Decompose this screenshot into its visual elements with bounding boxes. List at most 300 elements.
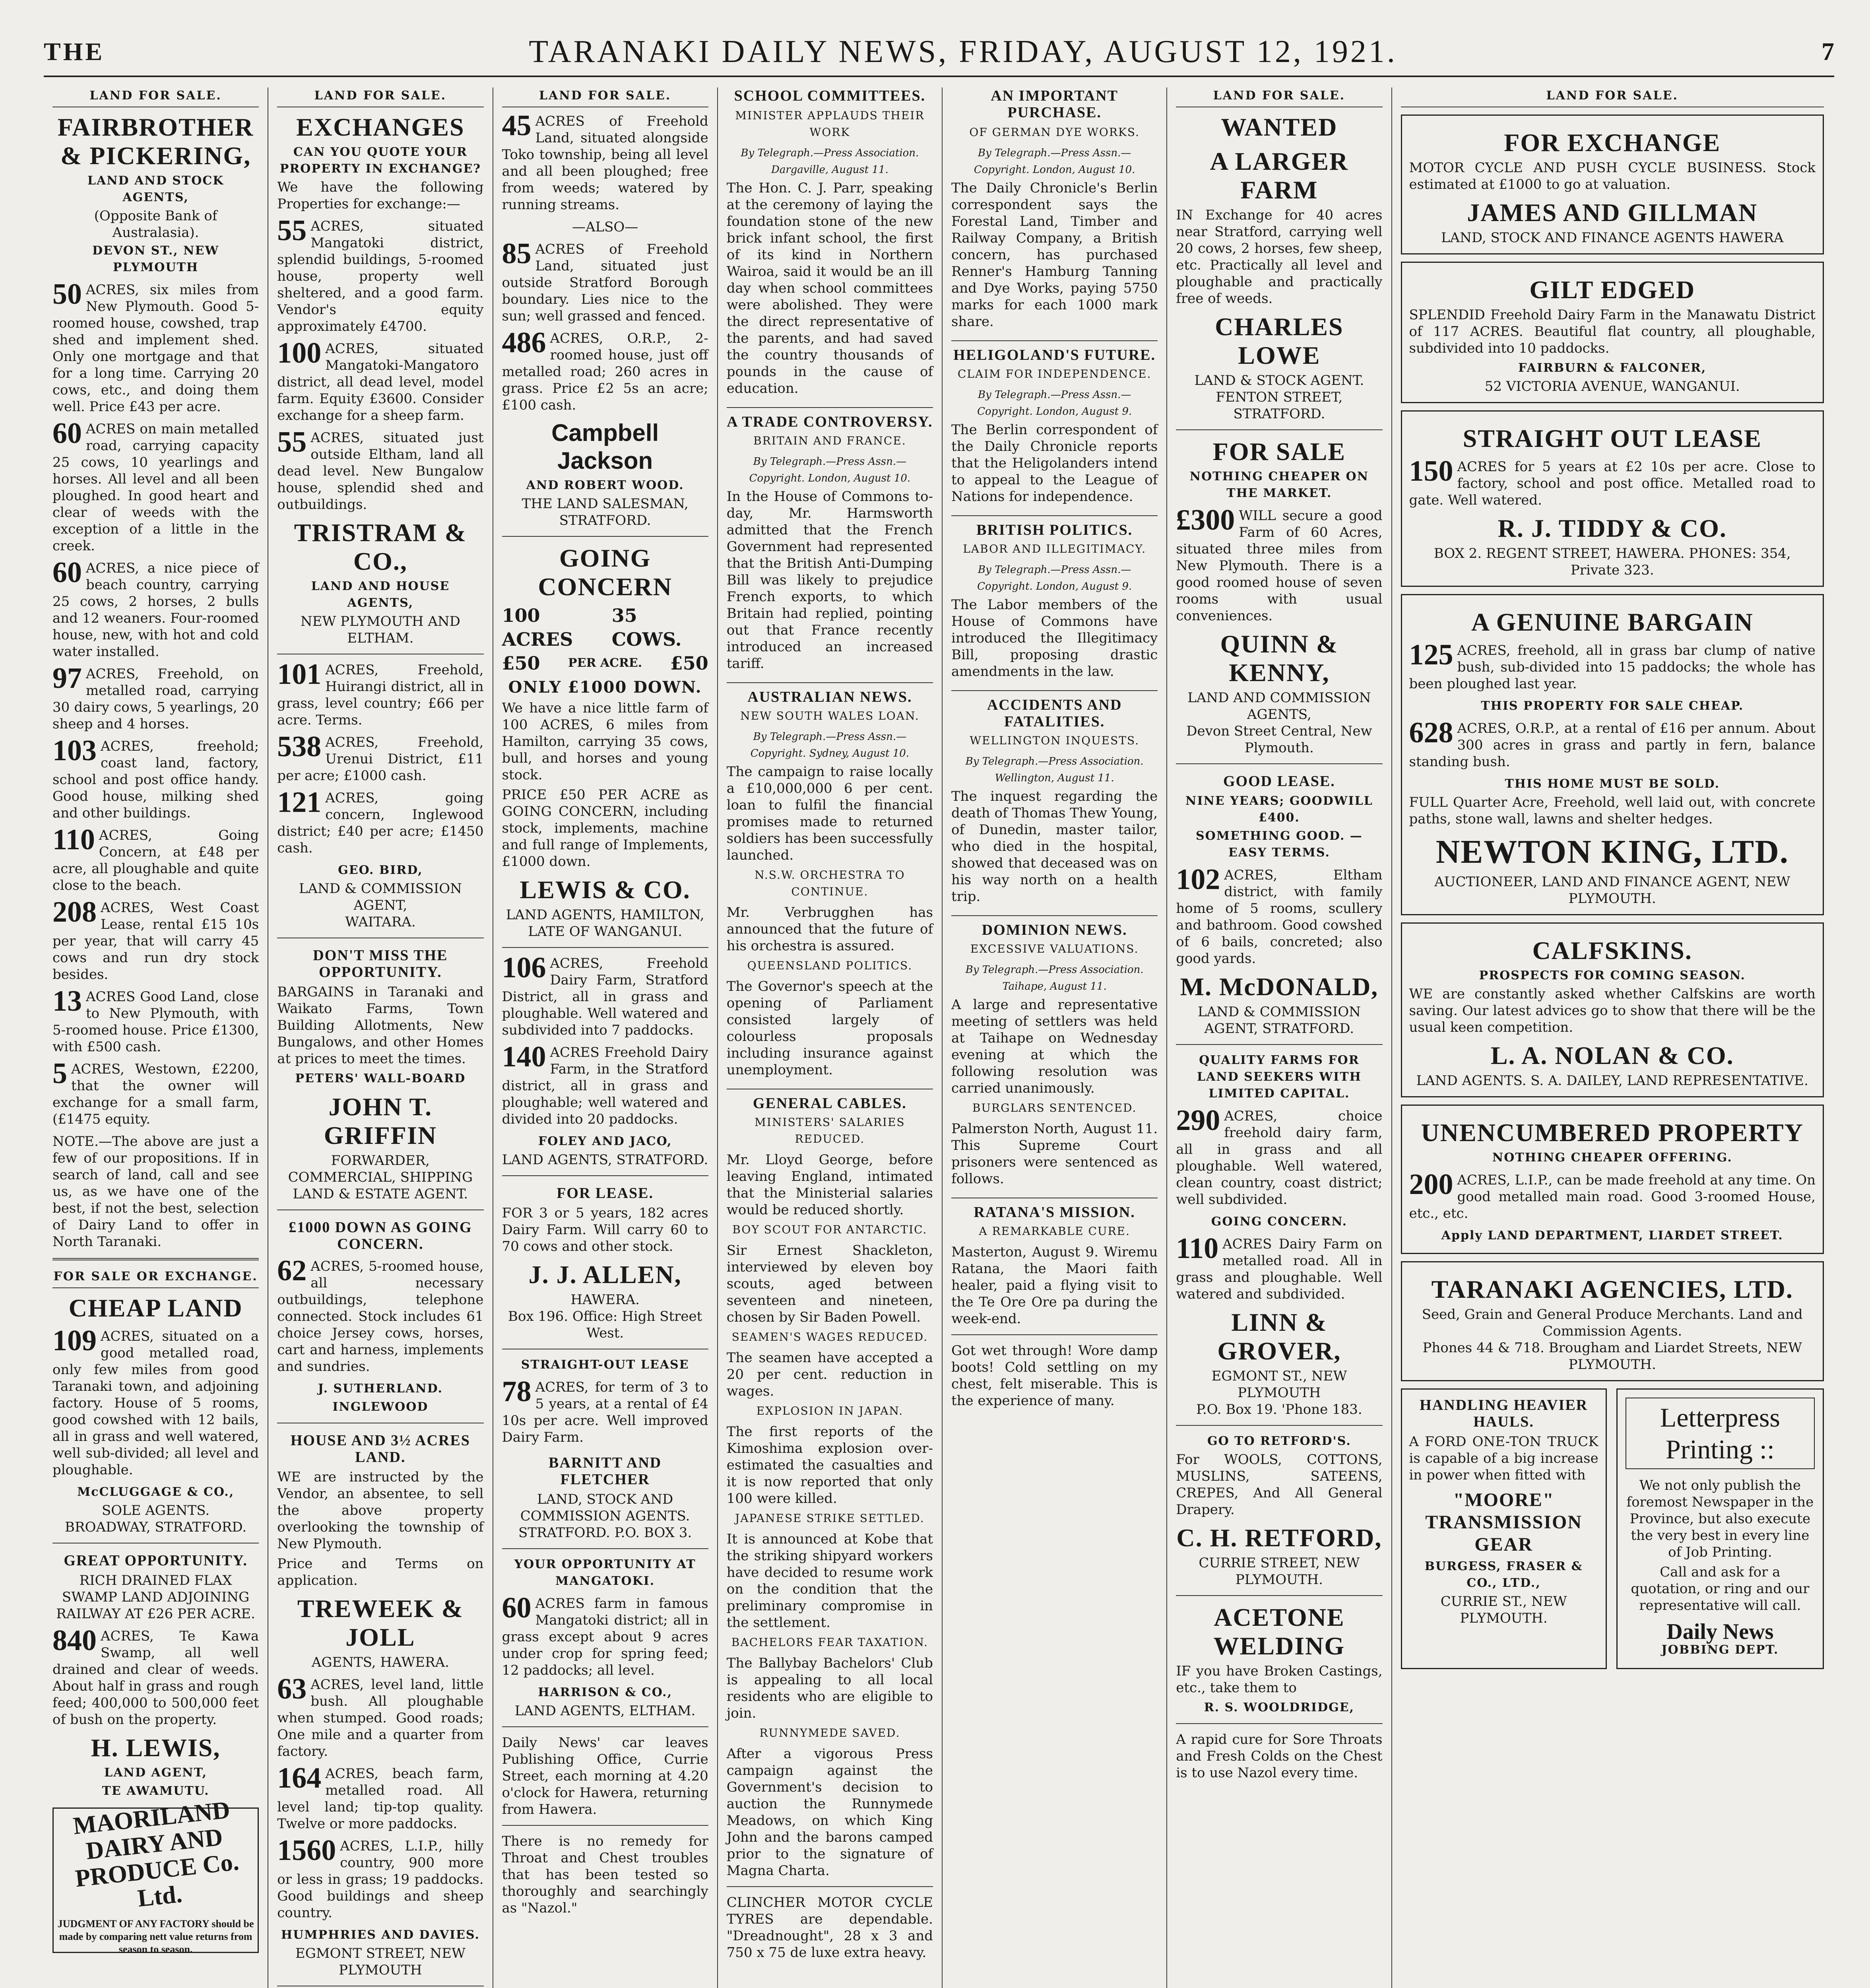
listing xyxy=(1409,1168,1816,1222)
agencies-name: TARANAKI AGENCIES, LTD. xyxy=(1431,1275,1793,1303)
news-text: The Hon. C. J. Parr, speaking at the ceremony of laying the foundation stone of the new brick infant school, the first of its kind in Northern Wairoa, said it would be an ill day when school committees were abolished. They were the direct representative of the parents, and had saved the country thousands of pounds in the cause of education. xyxy=(726,180,933,396)
listing-acres: 62 xyxy=(277,1254,307,1287)
divider xyxy=(502,1548,708,1549)
agent-address: NEW PLYMOUTH AND ELTHAM. xyxy=(300,613,460,646)
listing xyxy=(502,326,708,414)
ad-text: WE are constantly asked whether Calfskins are worth saving. Our latest advices go to show that there will be the usual keen competition. xyxy=(1409,986,1816,1035)
exchanges-question: CAN YOU QUOTE YOUR PROPERTY IN EXCHANGE? xyxy=(279,145,481,176)
news-text: The Daily Chronicle's Berlin correspondent says the Forestal Land, Timber and Railway Company, a British concern, has purchased Renner's Hamburg Tanning and Dye Works, paying 5750 marks for each 1000 mark share. xyxy=(951,180,1158,330)
news-heading: SCHOOL COMMITTEES. xyxy=(734,87,926,104)
news-text: The inquest regarding the death of Thomas Thew Young, of Dunedin, master tailor, who died in the hospital, showed that deceased was on his way north on a health trip. xyxy=(951,788,1158,905)
agent-name: FAIRBURN & FALCONER, xyxy=(1518,361,1707,375)
listing xyxy=(277,1834,484,1921)
listing-text: ACRES on main metalled road, carrying capacity 25 cows, 10 yearlings and horses. All level and all been ploughed. In good heart and clear of weeds with the exception of a little in the creek. xyxy=(52,421,259,554)
for-sale-heading: FOR SALE xyxy=(1212,437,1346,466)
news-byline: By Telegraph.—Press Assn.—Copyright. London, August 9. xyxy=(977,389,1132,417)
listing-text: ACRES, West Coast Lease, rental £15 10s per year, that will carry 45 cows and run dry stock besides. xyxy=(52,900,259,982)
news-text: The Governor's speech at the opening of Parliament consisted largely of colourless proposals including insurance against unemployment. xyxy=(726,978,933,1078)
gilt-edged-heading: GILT EDGED xyxy=(1529,276,1695,304)
cheap-land-heading: CHEAP LAND xyxy=(68,1294,243,1322)
listing-text: ACRES, situated on a good metalled road, only few miles from good Taranaki town, and adjoining factory. House of 5 rooms, good cowshed with 12 bails, all in grass and well watered, well sub-divided; all level and ploughable. xyxy=(52,1328,259,1478)
exchange-box xyxy=(1401,115,1824,254)
divider xyxy=(1176,763,1382,764)
listing xyxy=(502,1375,708,1446)
ad-text: Call and ask for a quotation, or ring and our representative will call. xyxy=(1631,1564,1810,1613)
listing-text: ACRES, beach farm, metalled road. All level land; tip-top quality. Twelve or more paddocks. xyxy=(277,1766,484,1832)
listing-text: ACRES Freehold Dairy Farm, in the Stratford district, all in grass and ploughable; well watered and divided into 20 paddocks. xyxy=(502,1044,708,1127)
news-subheading: NEW SOUTH WALES LOAN. xyxy=(740,709,919,722)
agent-name: CHARLES LOWE xyxy=(1215,313,1344,369)
agent-address: BOX 2. REGENT STREET, HAWERA. PHONES: 354, Private 323. xyxy=(1434,546,1791,578)
news-byline: By Telegraph.—Press Assn.—Copyright. London, August 10. xyxy=(749,456,911,484)
note: NOTE.—The above are just a few of our propositions. If in search of land, call and see us, as we have one of the best, if not the best, selection of Dairy Land to offer in North Taranaki. xyxy=(52,1134,259,1250)
listing-acres: 55 xyxy=(277,426,307,458)
agent-name: TREWEEK & JOLL xyxy=(297,1594,464,1651)
gc-price-right: £50 xyxy=(670,652,708,674)
news-byline: By Telegraph.—Press Assn.—Copyright. London, August 9. xyxy=(977,564,1132,592)
masthead xyxy=(44,28,1834,77)
news-heading: HELIGOLAND'S FUTURE. xyxy=(951,340,1158,363)
also-label: —ALSO— xyxy=(572,219,638,235)
listing xyxy=(1409,639,1816,692)
listing xyxy=(52,556,259,660)
listing-text: ACRES of Freehold Land, situated just outside Stratford Borough boundary. Lies nice to the sun; well grassed and fenced. xyxy=(502,241,708,324)
gc-price: PRICE £50 PER ACRE as GOING CONCERN, including stock, implements, machine and full range of Implements, £1000 down. xyxy=(502,787,708,870)
agent-role: LAND AGENTS, STRATFORD. xyxy=(502,1152,708,1168)
listing xyxy=(52,1624,259,1728)
news-heading: BRITISH POLITICS. xyxy=(951,515,1158,538)
divider xyxy=(502,1825,708,1826)
calfskins-box xyxy=(1401,922,1824,1097)
listing-acres: 121 xyxy=(277,786,322,819)
listing-acres: 208 xyxy=(52,896,97,928)
column-7 xyxy=(1392,87,1833,1988)
ad-text: We not only publish the foremost Newspaper in the Province, but also execute the very best in every line of Job Printing. xyxy=(1626,1477,1814,1560)
gilt-edged-box xyxy=(1401,262,1824,403)
agent-role: FORWARDER, COMMERCIAL, SHIPPING LAND & ESTATE AGENT. xyxy=(288,1153,473,1202)
news-text: In the House of Commons to-day, Mr. Harmsworth admitted that the French Government had represented that the British Anti-Dumping Bill was likely to prejudice French exports, to which Britain had replied, pointing out that France recently introduced an increased tariff. xyxy=(726,489,933,672)
listing xyxy=(1176,1104,1383,1208)
agent-name: BURGESS, FRASER & CO., LTD., xyxy=(1424,1559,1583,1590)
listing xyxy=(277,658,484,728)
news-subheading: MINISTER APPLAUDS THEIR WORK xyxy=(735,109,925,139)
agent-partner: AND ROBERT WOOD. xyxy=(526,478,684,492)
agent-name: Campbell Jackson xyxy=(551,419,659,474)
masthead-title: TARANAKI DAILY NEWS, FRIDAY, AUGUST 12, 1921. xyxy=(529,34,1397,69)
letterpress-title: Letterpress Printing :: xyxy=(1626,1398,1815,1469)
listing xyxy=(1176,1232,1383,1303)
ad-subheading: NINE YEARS; GOODWILL £400. xyxy=(1185,794,1373,825)
listing-acres: 50 xyxy=(52,278,82,311)
news-byline: By Telegraph.—Press Association. Taihape, August 11. xyxy=(965,964,1144,992)
column-5 xyxy=(943,87,1167,1988)
listing-text: ACRES, level land, little bush. All ploughable when stumped. Good roads; One mile and a quarter from factory. xyxy=(277,1677,484,1759)
news-heading: AUSTRALIAN NEWS. xyxy=(727,682,933,705)
nazol-ad: There is no remedy for Throat and Chest troubles that has been tested so thoroughly and searchingly as "Nazol." xyxy=(502,1833,708,1916)
column-4 xyxy=(718,87,943,1988)
news-subheading: CLAIM FOR INDEPENDENCE. xyxy=(957,367,1152,381)
listing-text: ACRES, a nice piece of beach country, carrying 25 cows, 2 horses, 2 bulls and 12 weaners. Four-roomed house, new, with hot and cold water installed. xyxy=(52,560,259,660)
agent-role: LAND AGENT, xyxy=(104,1766,208,1780)
gc-cows: 35 COWS. xyxy=(611,605,682,650)
listing xyxy=(52,1057,259,1128)
agent-role: LAND, STOCK AND FINANCE AGENTS HAWERA xyxy=(1441,230,1784,246)
daily-news-logo: Daily News xyxy=(1666,1619,1774,1644)
listing-acres: 106 xyxy=(502,951,546,984)
agent-role: Seed, Grain and General Produce Merchants. Land and Commission Agents. xyxy=(1422,1307,1803,1339)
listing-acres: 60 xyxy=(502,1592,532,1624)
divider xyxy=(727,1886,933,1887)
divider xyxy=(1176,429,1382,430)
listing-text: ACRES, situated Mangatoki district, splendid buildings, 5-roomed house, property well sheltered, and a good farm. Vendor's equity approximately £4700. xyxy=(277,218,484,334)
news-text: Palmerston North, August 11. This Supreme Court prisoners were sentenced as follows. xyxy=(951,1121,1158,1187)
listing xyxy=(1176,863,1383,967)
agent-address: Phones 44 & 718. Brougham and Liardet Streets, NEW PLYMOUTH. xyxy=(1422,1340,1802,1373)
news-text: The Labor members of the House of Commons have introduced the Illegitimacy Bill, proposing drastic amendments in the law. xyxy=(951,597,1158,679)
agent-role: LAND & COMMISSION AGENT, xyxy=(299,881,462,913)
listing-acres: 97 xyxy=(52,662,82,695)
wanted-heading: WANTED xyxy=(1221,113,1338,141)
divider xyxy=(1176,1595,1382,1596)
listing xyxy=(1409,716,1816,770)
ad-subheading: SOMETHING GOOD. — EASY TERMS. xyxy=(1195,829,1363,860)
listing xyxy=(52,1324,259,1478)
agent-town: STRATFORD. P.O. BOX 3. xyxy=(518,1525,692,1541)
tyre-ad: CLINCHER MOTOR CYCLE TYRES are dependable. "Dreadnought", 28 x 3 and 750 x 75 de luxe extra heavy. xyxy=(726,1895,933,1961)
lease-box xyxy=(1401,410,1824,587)
listing xyxy=(52,662,259,732)
news-text: A large and representative meeting of settlers was held at Taihape on Wednesday evening at which the following resolution was carried unanimously. xyxy=(951,997,1158,1096)
news-subheading: JAPANESE STRIKE SETTLED. xyxy=(735,1512,925,1525)
ad-text: WE are instructed by the Vendor, an absentee, to sell the above property overlooking the township of New Plymouth. xyxy=(277,1469,484,1552)
news-heading: GENERAL CABLES. xyxy=(727,1089,933,1112)
listing-acres: 840 xyxy=(52,1624,97,1657)
news-byline: By Telegraph.—Press Association. Wellington, August 11. xyxy=(965,755,1144,784)
listing-acres: 290 xyxy=(1176,1104,1220,1137)
ad-text: SPLENDID Freehold Dairy Farm in the Manawatu District of 117 ACRES. Beautiful flat country, all ploughable, subdivided into 10 paddocks. xyxy=(1409,307,1816,356)
listing-acres: 125 xyxy=(1409,639,1453,671)
section-heading: LAND FOR SALE. xyxy=(52,87,259,107)
ad-heading: HOUSE AND 3½ ACRES LAND. xyxy=(290,1432,470,1466)
agent-address: CURRIE STREET, NEW PLYMOUTH. xyxy=(1199,1555,1360,1588)
listing xyxy=(277,337,484,424)
agent-role: SOLE AGENTS. xyxy=(102,1503,210,1518)
news-subheading: LABOR AND ILLEGITIMACY. xyxy=(963,542,1146,555)
listing-text: ACRES, Freehold, on metalled road, carrying 30 dairy cows, 5 yearlings, 20 sheep and 4 horses. xyxy=(52,666,259,732)
listing-acres: 13 xyxy=(52,985,82,1017)
listing-text: ACRES Good Land, close to New Plymouth, with 5-roomed house. Price £1300, with £500 cash. xyxy=(52,989,259,1055)
agent-name: HUMPHRIES AND DAVIES. xyxy=(281,1928,480,1942)
for-sale-subheading: NOTHING CHEAPER ON THE MARKET. xyxy=(1189,470,1369,500)
lease-heading: STRAIGHT OUT LEASE xyxy=(1463,424,1762,452)
agent-name: HARRISON & CO., xyxy=(538,1685,673,1699)
ad-heading: HANDLING HEAVIER HAULS. xyxy=(1420,1397,1588,1430)
news-text: The Berlin correspondent of the Daily Chronicle reports that the Heligolanders intend to appeal to the League of Nations for independence. xyxy=(951,422,1158,505)
divider xyxy=(1176,1723,1382,1724)
agent-name: LINN & GROVER, xyxy=(1217,1308,1341,1365)
masthead-the: THE xyxy=(44,37,105,66)
ad-text: FOR 3 or 5 years, 182 acres Dairy Farm. Will carry 60 to 70 cows and other stock. xyxy=(502,1205,708,1254)
agent-role: LAND AGENTS, ELTHAM. xyxy=(514,1703,696,1719)
divider xyxy=(502,536,708,537)
listing xyxy=(52,823,259,894)
news-heading: RATANA'S MISSION. xyxy=(951,1198,1158,1221)
listing-acres: 164 xyxy=(277,1762,322,1794)
listing-text: ACRES, L.I.P., hilly country, 900 more or less in grass; 19 paddocks. Good buildings and sheep country. xyxy=(277,1838,484,1921)
news-text: The campaign to raise locally a £10,000,000 6 per cent. loan to fulfil the financial promises made to returned soldiers has been successfully launched. xyxy=(726,764,933,863)
jobbing-dept: JOBBING DEPT. xyxy=(1661,1643,1779,1657)
maoriland-caption: JUDGMENT OF ANY FACTORY should be made by comparing nett value returns from season to season. xyxy=(57,1918,254,1955)
agent-address: 52 VICTORIA AVENUE, WANGANUI. xyxy=(1484,379,1740,394)
listing-acres: 1560 xyxy=(277,1834,336,1867)
gc-row-2 xyxy=(502,651,708,675)
news-subheading: SEAMEN'S WAGES REDUCED. xyxy=(731,1330,928,1343)
news-subheading: RUNNYMEDE SAVED. xyxy=(759,1726,900,1740)
news-text: Sir Ernest Shackleton, interviewed by eleven boy scouts, aged between seventeen and nineteen, chosen by Sir Baden Powell. xyxy=(726,1242,933,1325)
page-number: 7 xyxy=(1821,37,1834,66)
news-text: After a vigorous Press campaign against the Government's decision to auction the Runnymede Meadows, on which King John and the barons camped prior to the signature of Magna Charta. xyxy=(726,1746,933,1879)
agent-name: JOHN T. GRIFFIN xyxy=(324,1093,437,1149)
news-text: It is announced at Kobe that the striking shipyard workers have decided to resume work on the condition that the preliminary compromise in the settlement. xyxy=(726,1531,933,1631)
listing xyxy=(277,1762,484,1832)
listing-price: £300 xyxy=(1176,504,1235,536)
listing-acres: 486 xyxy=(502,326,546,359)
section-heading: FOR SALE OR EXCHANGE. xyxy=(52,1268,259,1288)
newton-king-name: NEWTON KING, LTD. xyxy=(1435,833,1789,870)
listing-acres: 101 xyxy=(277,658,322,691)
listing xyxy=(52,985,259,1055)
column-3 xyxy=(493,87,718,1988)
listing xyxy=(52,896,259,983)
listing-acres: 60 xyxy=(52,417,82,450)
listing xyxy=(1176,504,1383,624)
exchanges-heading: EXCHANGES xyxy=(296,113,465,141)
news-heading: ACCIDENTS AND FATALITIES. xyxy=(951,690,1158,730)
divider xyxy=(502,947,708,948)
agent-box: P.O. Box 19. 'Phone 183. xyxy=(1196,1402,1362,1417)
agent-name: M. McDONALD, xyxy=(1180,973,1379,1001)
listing-text: ACRES, choice freehold dairy farm, all in grass and all ploughable. Well watered, clean country, coast district; well subdivided. xyxy=(1176,1108,1383,1208)
listing-text: ACRES, Freehold, Urenui District, £11 per acre; £1000 cash. xyxy=(277,734,484,784)
agent-address: EGMONT ST., NEW PLYMOUTH xyxy=(1211,1368,1347,1401)
columns xyxy=(44,87,1833,1988)
listing-text: ACRES, Going Concern, at £48 per acre, all ploughable and quite close to the beach. xyxy=(52,827,259,893)
gc-text: We have a nice little farm of 100 ACRES, 6 miles from Hamilton, carrying 35 cows, bull, and horses and young stock. xyxy=(502,700,708,783)
listing-text: ACRES, six miles from New Plymouth. Good 5-roomed house, cowshed, trap shed and implement shed. Only one mortgage and that for a long time. Carrying 20 cows, etc., and doing them well. Price £43 per acre. xyxy=(52,282,259,415)
moore-gear-ad xyxy=(1401,1388,1607,1669)
news-text: Got wet through! Wore damp boots! Cold settling on my chest, felt miserable. This is the experience of many. xyxy=(951,1343,1158,1409)
agent-name: R. J. TIDDY & CO. xyxy=(1498,514,1727,542)
ad-apply: Apply LAND DEPARTMENT, LIARDET STREET. xyxy=(1441,1229,1783,1242)
listing-text: ACRES of Freehold Land, situated alongside Toko township, being all level and all been ploughed; free from weeds; watered by running streams. xyxy=(502,113,708,213)
ad-heading: £1000 DOWN AS GOING CONCERN. xyxy=(289,1219,472,1252)
ad-text: IN Exchange for 40 acres near Stratford, carrying well 20 cows, 2 horses, few sheep, etc. Practically all level and ploughable and practically free of weeds. xyxy=(1176,207,1383,307)
listing xyxy=(277,1254,484,1375)
divider xyxy=(1176,1044,1382,1045)
listing-acres: 100 xyxy=(277,337,322,369)
ad-heading: STRAIGHT-OUT LEASE xyxy=(521,1358,689,1372)
listing-acres: 63 xyxy=(277,1673,307,1705)
news-heading: DOMINION NEWS. xyxy=(951,915,1158,938)
news-subheading: EXPLOSION IN JAPAN. xyxy=(756,1404,904,1417)
gc-per: PER ACRE. xyxy=(568,656,642,670)
agent-name: J. J. ALLEN, xyxy=(528,1260,682,1289)
column-6 xyxy=(1167,87,1392,1988)
agent-role: AUCTIONEER, LAND AND FINANCE AGENT, NEW PLYMOUTH. xyxy=(1434,874,1790,907)
unencumbered-heading: UNENCUMBERED PROPERTY xyxy=(1421,1118,1804,1147)
agent-town: WAITARA. xyxy=(345,914,416,930)
ad-text: FULL Quarter Acre, Freehold, well laid out, with concrete paths, stone wall, lawns and shelter hedges. xyxy=(1409,794,1816,827)
agent-town: TE AWAMUTU. xyxy=(102,1784,210,1798)
agent-address: Devon Street Central, New Plymouth. xyxy=(1186,723,1372,756)
listing-text: ACRES, situated Mangatoki-Mangatoro district, all dead level, model farm. Equity £3600. Consider exchange for a sheep farm. xyxy=(277,341,484,423)
divider xyxy=(277,1209,483,1210)
firm-town: DEVON ST., NEW PLYMOUTH xyxy=(92,244,219,274)
agent-role: AGENTS, HAWERA. xyxy=(311,1654,449,1670)
listing-text: ACRES, O.R.P., at a rental of £16 per annum. About 300 acres in grass and partly in fern, balance standing bush. xyxy=(1409,720,1816,770)
listing-acres: 538 xyxy=(277,730,322,763)
agent-role: LAND AND HOUSE AGENTS, xyxy=(311,579,450,610)
listing-text: ACRES farm in famous Mangatoki district; all in grass except about 9 acres under crop for spring feed; 12 paddocks; all level. xyxy=(502,1596,708,1678)
news-subheading: BURGLARS SENTENCED. xyxy=(972,1101,1137,1114)
listing-text: ACRES, O.R.P., 2-roomed house, just off metalled road; 260 acres in grass. Price £2 5s an acre; £100 cash. xyxy=(502,330,708,413)
news-subheading: N.S.W. ORCHESTRA TO CONTINUE. xyxy=(755,868,905,898)
listing-text: ACRES, Westown, £2200, that the owner will exchange for a small farm, (£1475 equity. xyxy=(52,1061,259,1127)
firm-name: FAIRBROTHER & PICKERING, xyxy=(57,113,254,170)
agent-name: QUINN & KENNY, xyxy=(1220,630,1338,687)
listing-text: ACRES for 5 years at £2 10s per acre. Close to factory, school and post office. Metalled road to gate. Well watered. xyxy=(1409,459,1816,508)
ad-heading: YOUR OPPORTUNITY AT MANGATOKI. xyxy=(514,1557,696,1588)
agent-address: FENTON STREET, STRATFORD. xyxy=(1216,389,1343,422)
listing-acres: 150 xyxy=(1409,455,1453,487)
divider xyxy=(502,1726,708,1727)
car-notice: Daily News' car leaves Publishing Office, Currie Street, each morning at 4.20 o'clock for Hawera, returning from Hawera. xyxy=(502,1735,708,1817)
calfskins-heading: CALFSKINS. xyxy=(1532,936,1692,965)
listing-acres: 140 xyxy=(502,1041,546,1073)
listing-text: ACRES, 5-roomed house, all necessary outbuildings, telephone connected. Stock includes 61 choice Jersey cows, horses, cart and harness, implements and sundries. xyxy=(277,1258,484,1375)
ad-text: BARGAINS in Taranaki and Waikato Farms, Town Building Allotments, New Bungalows, and other Homes at prices to meet the times. xyxy=(277,984,484,1067)
listing-text: ACRES, Eltham district, with family home of 5 rooms, scullery and bathroom. Good cowshed of 6 bails, concreted; also good yards. xyxy=(1176,867,1383,967)
agent-role: LAND AGENTS. S. A. DAILEY, LAND REPRESENTATIVE. xyxy=(1416,1073,1808,1089)
agent-role: LAND, STOCK AND COMMISSION AGENTS. xyxy=(520,1491,690,1524)
listing-acres: 85 xyxy=(502,237,532,270)
ad-heading: GO TO RETFORD'S. xyxy=(1207,1434,1351,1448)
ad-subheading: RICH DRAINED FLAX SWAMP LAND ADJOINING RAILWAY AT £26 PER ACRE. xyxy=(56,1573,255,1622)
ad-subheading: GOING CONCERN. xyxy=(1211,1215,1348,1229)
agent-address: Box 196. Office: High Street West. xyxy=(508,1309,702,1341)
news-byline: By Telegraph.—Press Assn.—Copyright. London, August 10. xyxy=(974,147,1135,176)
agent-address: CURRIE ST., NEW PLYMOUTH. xyxy=(1440,1594,1567,1626)
gc-acres: 100 ACRES xyxy=(502,605,573,650)
section-heading: LAND FOR SALE. xyxy=(502,87,708,107)
listing xyxy=(52,417,259,554)
news-subheading: WELLINGTON INQUESTS. xyxy=(970,734,1140,747)
divider xyxy=(951,1334,1158,1335)
listing-acres: 45 xyxy=(502,109,532,142)
going-concern-heading: GOING CONCERN xyxy=(538,544,672,601)
ad-product: PETERS' WALL-BOARD xyxy=(295,1072,466,1085)
news-text: Mr. Verbrugghen has announced that the future of his orchestra is assured. xyxy=(726,905,933,954)
exchange-heading: FOR EXCHANGE xyxy=(1504,128,1721,157)
listing-text: ACRES, freehold, all in grass bar clump of native bush, sub-divided into 15 paddocks; the whole has been ploughed last year. xyxy=(1409,643,1816,692)
divider xyxy=(502,1175,708,1176)
agent-role: LAND & COMMISSION AGENT, STRATFORD. xyxy=(1197,1004,1361,1037)
divider xyxy=(1176,1425,1382,1426)
listing xyxy=(277,786,484,856)
news-subheading: BRITAIN AND FRANCE. xyxy=(753,434,906,447)
news-subheading: A REMARKABLE CURE. xyxy=(979,1225,1130,1238)
agent-name: H. LEWIS, xyxy=(91,1734,221,1762)
larger-farm-heading: A LARGER FARM xyxy=(1210,147,1349,204)
listing xyxy=(277,214,484,335)
listing-acres: 5 xyxy=(52,1057,67,1090)
news-text: The Ballybay Bachelors' Club is appealing to all local residents who are eligible to join. xyxy=(726,1655,933,1721)
agent-name: TRISTRAM & CO., xyxy=(294,518,467,575)
news-byline: By Telegraph.—Press Assn.—Copyright. Sydney, August 10. xyxy=(750,731,910,759)
ad-subheading: NOTHING CHEAPER OFFERING. xyxy=(1492,1151,1732,1165)
news-heading: AN IMPORTANT PURCHASE. xyxy=(991,87,1118,121)
ad-heading: DON'T MISS THE OPPORTUNITY. xyxy=(313,947,448,980)
listing-acres: 200 xyxy=(1409,1168,1453,1201)
unencumbered-box xyxy=(1401,1105,1824,1254)
column-2 xyxy=(268,87,493,1988)
maoriland-dairy-ad xyxy=(52,1796,259,1955)
ad-text: For WOOLS, COTTONS, MUSLINS, SATEENS, CREPES, And All General Drapery. xyxy=(1176,1452,1383,1518)
firm-subtitle: LAND AND STOCK AGENTS, xyxy=(87,174,224,204)
news-text: The first reports of the Kimoshima explosion over-estimated the casualties and it is now reported that only 100 were killed. xyxy=(726,1424,933,1507)
news-heading: A TRADE CONTROVERSY. xyxy=(727,407,933,430)
bargain-heading: A GENUINE BARGAIN xyxy=(1471,608,1754,636)
maoriland-logo: MAORILAND DAIRY AND PRODUCE Co. Ltd. xyxy=(72,1796,241,1912)
listing-acres: 110 xyxy=(52,823,95,856)
acetone-heading: ACETONE WELDING xyxy=(1213,1603,1345,1660)
agent-town: INGLEWOOD xyxy=(332,1400,429,1414)
news-byline: By Telegraph.—Press Association. Dargaville, August 11. xyxy=(741,147,919,176)
news-subheading: EXCESSIVE VALUATIONS. xyxy=(970,942,1139,955)
listing xyxy=(1409,455,1816,509)
listing-acres: 102 xyxy=(1176,863,1220,896)
agent-name: J. SUTHERLAND. xyxy=(318,1382,443,1396)
listing-acres: 78 xyxy=(502,1375,532,1408)
news-text: Masterton, August 9. Wiremu Ratana, the Maori faith healer, paid a flying visit to the Te Ore Ore pa during the week-end. xyxy=(951,1244,1158,1327)
news-subheading: MINISTERS' SALARIES REDUCED. xyxy=(755,1116,905,1145)
ad-note: Price and Terms on application. xyxy=(277,1556,484,1588)
exchanges-intro: We have the following Properties for exchange:— xyxy=(277,179,484,212)
agencies-box xyxy=(1401,1261,1824,1381)
listing xyxy=(277,1673,484,1760)
listing-text: ACRES Dairy Farm on metalled road. All in grass and ploughable. Well watered and subdivided. xyxy=(1176,1236,1383,1302)
listing-text: ACRES, Freehold Dairy Farm, Stratford District, all in grass and ploughable. Well watered and subdivided into 7 paddocks. xyxy=(502,955,708,1038)
listing xyxy=(52,734,259,821)
agent-role: LAND AND COMMISSION AGENTS, xyxy=(1187,690,1371,722)
agent-role: THE LAND SALESMAN, STRATFORD. xyxy=(522,496,689,528)
listing-text: ACRES, freehold; coast land, factory, school and post office handy. Good house, milking shed and other buildings. xyxy=(52,738,259,821)
ad-subheading: THIS HOME MUST BE SOLD. xyxy=(1505,777,1720,791)
agent-role: LAND AGENTS, HAMILTON, LATE OF WANGANUI. xyxy=(506,907,704,940)
agent-name: LEWIS & CO. xyxy=(520,876,691,904)
listing xyxy=(502,1041,708,1128)
ad-heading: QUALITY FARMS FOR LAND SEEKERS WITH LIMITED CAPITAL. xyxy=(1197,1053,1362,1101)
firm-address: (Opposite Bank of Australasia). xyxy=(94,208,217,241)
ad-text: IF you have Broken Castings, etc., take them to xyxy=(1176,1663,1383,1696)
divider xyxy=(52,1258,259,1260)
agent-name: FOLEY AND JACO, xyxy=(538,1134,672,1148)
agent-name: C. H. RETFORD, xyxy=(1176,1524,1382,1552)
section-heading: LAND FOR SALE. xyxy=(277,87,483,107)
agent-town: HAWERA. xyxy=(570,1292,640,1308)
listing-acres: 103 xyxy=(52,734,97,767)
agent-address: BROADWAY, STRATFORD. xyxy=(65,1519,247,1535)
